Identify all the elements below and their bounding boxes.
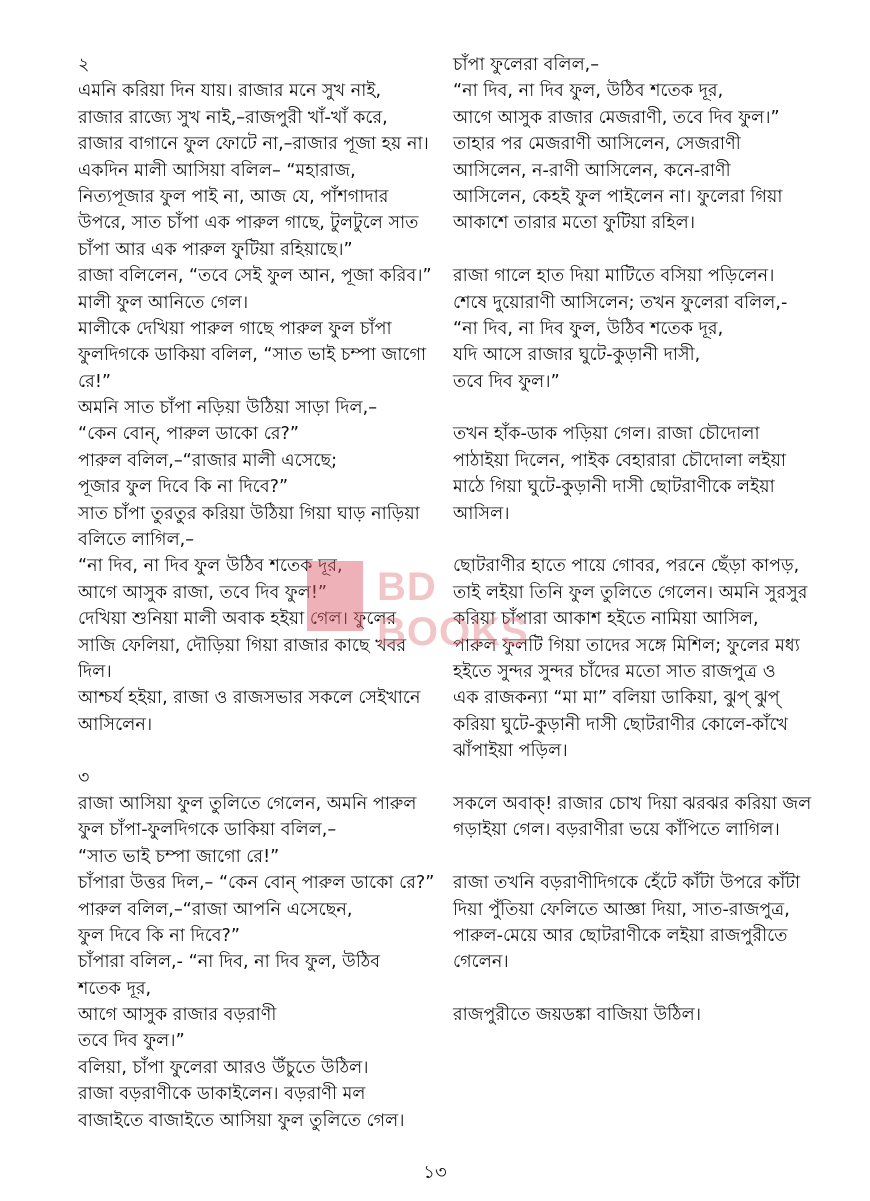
text-line: পারুল বলিল,–“রাজার মালী এসেছে;	[78, 450, 338, 471]
text-line: একদিন মালী আসিয়া বলিল– “মহারাজ,	[78, 160, 356, 181]
text-line: পাঠাইয়া দিলেন, পাইক বেহারারা চৌদোলা লইয়া	[453, 450, 787, 471]
text-line: ফুল দিবে কি না দিবে?”	[78, 925, 241, 946]
text-line: উপরে, সাত চাঁপা এক পারুল গাছে, টুলটুলে সাত	[78, 213, 419, 234]
text-line: “না দিব, না দিব ফুল উঠিব শতেক দূর,	[78, 556, 343, 577]
text-line: যদি আসে রাজার ঘুটে-কুড়ানী দাসী,	[453, 345, 701, 366]
text-line: নিত্যপূজার ফুল পাই না, আজ যে, পাঁশগাদার	[78, 186, 389, 207]
text-line: বলিয়া, চাঁপা ফুলেরা আরও উঁচুতে উঠিল।	[78, 1057, 369, 1078]
text-line: মাঠে গিয়া ঘুটে-কুড়ানী দাসী ছোটরাণীকে লইয়া	[453, 477, 775, 498]
text-line: রাজার বাগানে ফুল ফোটে না,–রাজার পূজা হয় না।	[78, 134, 429, 155]
text-line: মালী ফুল আনিতে গেল।	[78, 292, 249, 313]
text-line: ছোটরাণীর হাতে পায়ে গোবর, পরনে ছেঁড়া কাপড়,	[453, 556, 800, 577]
text-line: ঝাঁপাইয়া পড়িল।	[453, 741, 568, 762]
watermark-logo	[285, 555, 585, 654]
text-line: রাজা তখনি বড়রাণীদিগকে হেঁটে কাঁটা উপরে কাঁটা	[453, 873, 801, 894]
text-line: আশ্চর্য হইয়া, রাজা ও রাজসভার সকলে সেইখানে	[78, 688, 421, 709]
text-line: রাজা বড়রাণীকে ডাকাইলেন। বড়রাণী মল	[78, 1084, 366, 1105]
text-line: হইতে সুন্দর সুন্দর চাঁদের মতো সাত রাজপুত্র ও	[453, 661, 776, 682]
text-line: বাজাইতে বাজাইতে আসিয়া ফুল তুলিতে গেল।	[78, 1110, 405, 1131]
text-line: তবে দিব ফুল।”	[78, 1031, 185, 1052]
text-line: পূজার ফুল দিবে কি না দিবে?”	[78, 477, 289, 498]
text-line: আসিলেন।	[78, 714, 153, 735]
paragraph-gap	[453, 527, 799, 553]
text-line: আসিলেন, কেহই ফুল পাইলেন না। ফুলেরা গিয়া	[453, 186, 783, 207]
text-line: শেষে দুয়োরাণী আসিলেন; তখন ফুলেরা বলিল,-	[453, 292, 788, 313]
watermark-text: BD BOOKS	[377, 565, 529, 654]
text-line: পারুল বলিল,–“রাজা আপনি এসেছেন,	[78, 899, 353, 920]
text-line: বলিতে লাগিল,–	[78, 530, 195, 551]
text-line: পারুল-মেয়ে আর ছোটরাণীকে লইয়া রাজপুরীতে	[453, 925, 788, 946]
text-line: ২	[78, 55, 90, 75]
text-line: তাহার পর মেজরাণী আসিলেন, সেজরাণী	[453, 134, 741, 155]
text-line: ৩	[78, 767, 90, 788]
text-line: রাজা আসিয়া ফুল তুলিতে গেলেন, অমনি পারুল	[78, 793, 417, 814]
paragraph-gap	[453, 765, 799, 791]
text-line: আগে আসুক রাজা, তবে দিব ফুল!”	[78, 582, 328, 603]
paragraph-gap	[453, 976, 799, 1002]
text-line: তাই লইয়া তিনি ফুল তুলিতে গেলেন। অমনি সুরসুর	[453, 582, 808, 603]
paragraph-gap	[78, 738, 424, 764]
text-line: দিয়া পুঁতিয়া ফেলিতে আজ্ঞা দিয়া, সাত-রাজপুত্র,	[453, 899, 790, 920]
text-line: আসিল।	[453, 503, 510, 524]
paragraph-gap	[453, 844, 799, 870]
text-line: এমনি করিয়া দিন যায়। রাজার মনে সুখ নাই,	[78, 81, 382, 102]
text-line: চাঁপারা উত্তর দিল,– “কেন বোন্ পারুল ডাকো রে?”	[78, 873, 435, 894]
text-line: আকাশে তারার মতো ফুটিয়া রহিল।	[453, 213, 695, 234]
text-line: আগে আসুক রাজার মেজরাণী, তবে দিব ফুল।”	[453, 107, 780, 128]
text-line: চাঁপা আর এক পারুল ফুটিয়া রহিয়াছে।”	[78, 239, 353, 260]
text-line: অমনি সাত চাঁপা নড়িয়া উঠিয়া সাড়া দিল,–	[78, 398, 377, 419]
text-line: রাজপুরীতে জয়ডঙ্কা বাজিয়া উঠিল।	[453, 1005, 702, 1026]
paragraph-gap	[453, 395, 799, 421]
right-column	[453, 52, 812, 1028]
text-line: “না দিব, না দিব ফুল, উঠিব শতেক দূর,	[453, 318, 724, 339]
text-line: সকলে অবাক্! রাজার চোখ দিয়া ঝরঝর করিয়া জল	[453, 793, 812, 814]
text-line: “কেন বোন্, পারুল ডাকো রে?”	[78, 424, 300, 445]
text-line: “সাত ভাই চম্পা জাগো রে!”	[78, 846, 280, 867]
text-line: এক রাজকন্যা “মা মা” বলিয়া ডাকিয়া, ঝুপ্ ঝুপ্	[453, 688, 780, 709]
text-line: সাত চাঁপা তুরতুর করিয়া উঠিয়া গিয়া ঘাড় নাড়িয়া	[78, 503, 420, 524]
text-line: মালীকে দেখিয়া পারুল গাছে পারুল ফুল চাঁপা	[78, 318, 392, 339]
text-line: রাজা বলিলেন, “তবে সেই ফুল আন, পূজা করিব।”	[78, 266, 432, 287]
page-number: ১৩	[423, 1162, 447, 1183]
text-line: আসিলেন, ন-রাণী আসিলেন, কনে-রাণী	[453, 160, 731, 181]
text-line: চাঁপারা বলিল,- “না দিব, না দিব ফুল, উঠিব	[78, 952, 381, 973]
text-line: ফুল চাঁপা-ফুলদিগকে ডাকিয়া বলিল,–	[78, 820, 337, 841]
text-line: ফুলদিগকে ডাকিয়া বলিল, “সাত ভাই চম্পা জাগো	[78, 345, 427, 366]
text-line: আগে আসুক রাজার বড়রাণী	[78, 1005, 277, 1026]
text-line: শতেক দূর,	[78, 978, 152, 999]
text-line: চাঁপা ফুলেরা বলিল,–	[453, 55, 600, 75]
text-line: রাজা গালে হাত দিয়া মাটিতে বসিয়া পড়িলেন।	[453, 266, 775, 287]
text-line: সাজি ফেলিয়া, দৌড়িয়া গিয়া রাজার কাছে খবর	[78, 635, 407, 656]
text-line: তবে দিব ফুল।”	[453, 371, 560, 392]
text-line: করিয়া ঘুটে-কুড়ানী দাসী ছোটরাণীর কোলে-কাঁখে	[453, 714, 788, 735]
text-line: দিল।	[78, 661, 112, 682]
text-line: রাজার রাজ্যে সুখ নাই,–রাজপুরী খাঁ-খাঁ করে,	[78, 107, 388, 128]
book-icon	[307, 561, 363, 631]
text-line: পারুল ফুলটি গিয়া তাদের সঙ্গে মিশিল; ফুলের মধ্য	[453, 635, 800, 656]
text-line: করিয়া চাঁপারা আকাশ হইতে নামিয়া আসিল,	[453, 609, 759, 630]
text-line: গেলেন।	[453, 952, 509, 973]
text-line: “না দিব, না দিব ফুল, উঠিব শতেক দূর,	[453, 81, 724, 102]
paragraph-gap	[453, 237, 799, 263]
text-line: তখন হাঁক-ডাক পড়িয়া গেল। রাজা চৌদোলা	[453, 424, 760, 445]
text-line: গড়াইয়া গেল। বড়রাণীরা ভয়ে কাঁপিতে লাগিল।	[453, 820, 780, 841]
text-line: রে!”	[78, 371, 111, 392]
text-line: দেখিয়া শুনিয়া মালী অবাক হইয়া গেল। ফুলের	[78, 609, 397, 630]
